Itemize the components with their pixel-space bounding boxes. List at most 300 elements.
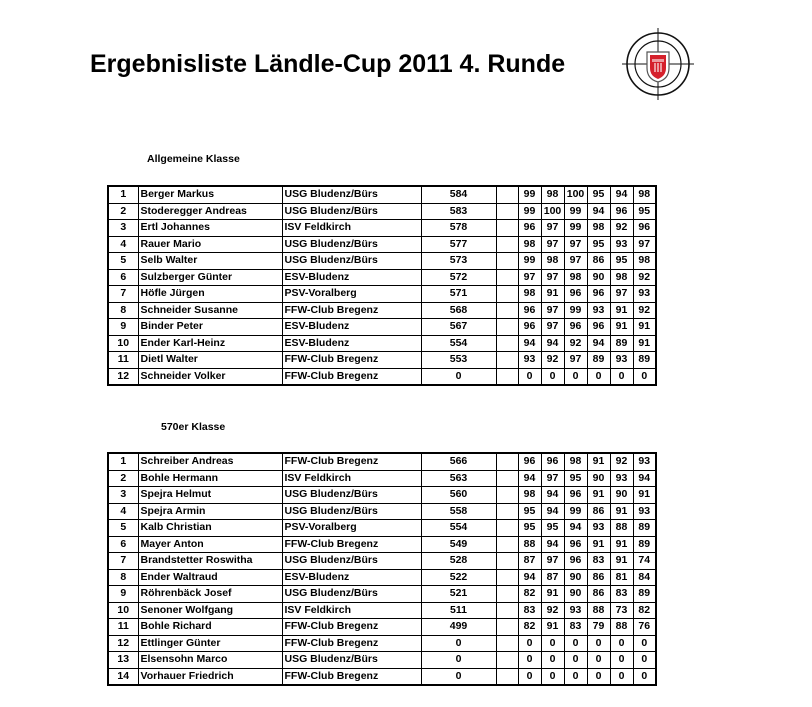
score-cell: 96 <box>564 487 587 504</box>
club-cell: ESV-Bludenz <box>282 335 421 352</box>
spacer-cell <box>496 253 518 270</box>
rank-cell: 12 <box>108 368 138 385</box>
score-cell: 91 <box>541 619 564 636</box>
score-cell: 95 <box>610 253 633 270</box>
spacer-cell <box>496 635 518 652</box>
table-row <box>108 602 656 619</box>
name-cell: Spejra Helmut <box>138 487 282 504</box>
rank-cell: 1 <box>108 453 138 470</box>
club-cell: ISV Feldkirch <box>282 470 421 487</box>
section-title-allgemeine: Allgemeine Klasse <box>147 153 240 165</box>
score-cell: 94 <box>518 470 541 487</box>
score-cell: 90 <box>587 470 610 487</box>
spacer-cell <box>496 487 518 504</box>
table-row <box>108 319 656 336</box>
score-cell: 93 <box>633 286 656 303</box>
score-cell: 89 <box>633 536 656 553</box>
spacer-cell <box>496 186 518 203</box>
spacer-cell <box>496 352 518 369</box>
score-cell: 91 <box>541 286 564 303</box>
spacer-cell <box>496 335 518 352</box>
rank-cell: 7 <box>108 553 138 570</box>
score-cell: 97 <box>541 319 564 336</box>
score-cell: 98 <box>587 220 610 237</box>
club-cell: FFW-Club Bregenz <box>282 668 421 685</box>
table-row <box>108 286 656 303</box>
score-cell: 98 <box>541 253 564 270</box>
club-cell: ESV-Bludenz <box>282 319 421 336</box>
club-cell: ISV Feldkirch <box>282 220 421 237</box>
score-cell: 97 <box>610 286 633 303</box>
club-cell: FFW-Club Bregenz <box>282 619 421 636</box>
score-cell: 76 <box>633 619 656 636</box>
spacer-cell <box>496 470 518 487</box>
spacer-cell <box>496 602 518 619</box>
score-cell: 93 <box>564 602 587 619</box>
score-cell: 98 <box>541 186 564 203</box>
total-cell: 499 <box>421 619 496 636</box>
score-cell: 97 <box>541 269 564 286</box>
score-cell: 98 <box>564 453 587 470</box>
rank-cell: 3 <box>108 220 138 237</box>
rank-cell: 6 <box>108 269 138 286</box>
score-cell: 99 <box>564 220 587 237</box>
score-cell: 98 <box>633 186 656 203</box>
score-cell: 0 <box>610 635 633 652</box>
rank-cell: 5 <box>108 520 138 537</box>
score-cell: 83 <box>610 586 633 603</box>
score-cell: 99 <box>564 503 587 520</box>
table-row <box>108 619 656 636</box>
club-cell: USG Bludenz/Bürs <box>282 186 421 203</box>
score-cell: 0 <box>633 368 656 385</box>
total-cell: 528 <box>421 553 496 570</box>
total-cell: 553 <box>421 352 496 369</box>
table-row <box>108 220 656 237</box>
score-cell: 0 <box>633 652 656 669</box>
name-cell: Ettlinger Günter <box>138 635 282 652</box>
score-cell: 83 <box>518 602 541 619</box>
score-cell: 91 <box>587 487 610 504</box>
name-cell: Spejra Armin <box>138 503 282 520</box>
spacer-cell <box>496 269 518 286</box>
score-cell: 93 <box>633 503 656 520</box>
score-cell: 99 <box>518 186 541 203</box>
score-cell: 96 <box>564 319 587 336</box>
page-title: Ergebnisliste Ländle-Cup 2011 4. Runde <box>90 50 566 78</box>
score-cell: 0 <box>633 635 656 652</box>
score-cell: 0 <box>564 652 587 669</box>
table-row <box>108 335 656 352</box>
name-cell: Rauer Mario <box>138 236 282 253</box>
score-cell: 88 <box>518 536 541 553</box>
score-cell: 94 <box>518 569 541 586</box>
score-cell: 92 <box>541 352 564 369</box>
spacer-cell <box>496 319 518 336</box>
score-cell: 88 <box>610 520 633 537</box>
score-cell: 95 <box>587 236 610 253</box>
rank-cell: 2 <box>108 470 138 487</box>
score-cell: 91 <box>541 586 564 603</box>
score-cell: 74 <box>633 553 656 570</box>
score-cell: 0 <box>518 635 541 652</box>
score-cell: 91 <box>610 302 633 319</box>
total-cell: 511 <box>421 602 496 619</box>
score-cell: 0 <box>587 368 610 385</box>
rank-cell: 4 <box>108 236 138 253</box>
score-cell: 96 <box>518 453 541 470</box>
total-cell: 583 <box>421 203 496 220</box>
score-cell: 97 <box>541 470 564 487</box>
spacer-cell <box>496 236 518 253</box>
table-row <box>108 203 656 220</box>
rank-cell: 11 <box>108 619 138 636</box>
total-cell: 578 <box>421 220 496 237</box>
score-cell: 0 <box>518 652 541 669</box>
rank-cell: 10 <box>108 335 138 352</box>
spacer-cell <box>496 553 518 570</box>
name-cell: Elsensohn Marco <box>138 652 282 669</box>
score-cell: 0 <box>518 368 541 385</box>
table-row <box>108 569 656 586</box>
score-cell: 96 <box>564 286 587 303</box>
score-cell: 82 <box>518 619 541 636</box>
score-cell: 94 <box>541 335 564 352</box>
results-table-570er <box>107 452 657 686</box>
total-cell: 572 <box>421 269 496 286</box>
score-cell: 89 <box>587 352 610 369</box>
score-cell: 87 <box>518 553 541 570</box>
spacer-cell <box>496 453 518 470</box>
spacer-cell <box>496 619 518 636</box>
score-cell: 86 <box>587 503 610 520</box>
name-cell: Ender Karl-Heinz <box>138 335 282 352</box>
rank-cell: 12 <box>108 635 138 652</box>
club-cell: USG Bludenz/Bürs <box>282 236 421 253</box>
rank-cell: 4 <box>108 503 138 520</box>
score-cell: 0 <box>541 368 564 385</box>
score-cell: 91 <box>610 536 633 553</box>
score-cell: 90 <box>564 586 587 603</box>
score-cell: 96 <box>587 286 610 303</box>
score-cell: 99 <box>518 203 541 220</box>
rank-cell: 13 <box>108 652 138 669</box>
score-cell: 86 <box>587 586 610 603</box>
spacer-cell <box>496 203 518 220</box>
table-row <box>108 553 656 570</box>
score-cell: 91 <box>633 335 656 352</box>
table-row <box>108 503 656 520</box>
total-cell: 563 <box>421 470 496 487</box>
score-cell: 0 <box>564 368 587 385</box>
score-cell: 0 <box>541 652 564 669</box>
total-cell: 0 <box>421 635 496 652</box>
club-cell: ESV-Bludenz <box>282 269 421 286</box>
table-row <box>108 536 656 553</box>
target-crest-icon <box>622 28 694 100</box>
rank-cell: 10 <box>108 602 138 619</box>
score-cell: 92 <box>633 302 656 319</box>
score-cell: 95 <box>541 520 564 537</box>
score-cell: 100 <box>564 186 587 203</box>
score-cell: 90 <box>564 569 587 586</box>
spacer-cell <box>496 536 518 553</box>
score-cell: 84 <box>633 569 656 586</box>
score-cell: 82 <box>518 586 541 603</box>
table-row <box>108 368 656 385</box>
score-cell: 91 <box>610 553 633 570</box>
spacer-cell <box>496 586 518 603</box>
spacer-cell <box>496 652 518 669</box>
rank-cell: 7 <box>108 286 138 303</box>
club-cell: FFW-Club Bregenz <box>282 368 421 385</box>
score-cell: 82 <box>633 602 656 619</box>
score-cell: 0 <box>587 652 610 669</box>
results-table-allgemeine <box>107 185 657 386</box>
score-cell: 73 <box>610 602 633 619</box>
score-cell: 0 <box>587 668 610 685</box>
total-cell: 577 <box>421 236 496 253</box>
score-cell: 95 <box>633 203 656 220</box>
score-cell: 93 <box>610 470 633 487</box>
score-cell: 0 <box>610 652 633 669</box>
spacer-cell <box>496 368 518 385</box>
score-cell: 94 <box>587 335 610 352</box>
score-cell: 91 <box>633 319 656 336</box>
score-cell: 96 <box>541 453 564 470</box>
score-cell: 100 <box>541 203 564 220</box>
club-cell: USG Bludenz/Bürs <box>282 553 421 570</box>
club-cell: FFW-Club Bregenz <box>282 635 421 652</box>
score-cell: 96 <box>518 302 541 319</box>
score-cell: 88 <box>587 602 610 619</box>
score-cell: 97 <box>541 220 564 237</box>
score-cell: 96 <box>587 319 610 336</box>
table-row <box>108 253 656 270</box>
score-cell: 91 <box>587 536 610 553</box>
score-cell: 93 <box>610 236 633 253</box>
score-cell: 98 <box>633 253 656 270</box>
score-cell: 92 <box>610 453 633 470</box>
score-cell: 97 <box>541 236 564 253</box>
rank-cell: 9 <box>108 586 138 603</box>
table-row <box>108 470 656 487</box>
name-cell: Berger Markus <box>138 186 282 203</box>
score-cell: 93 <box>610 352 633 369</box>
score-cell: 0 <box>541 635 564 652</box>
score-cell: 95 <box>587 186 610 203</box>
score-cell: 97 <box>541 302 564 319</box>
club-cell: FFW-Club Bregenz <box>282 453 421 470</box>
name-cell: Ertl Johannes <box>138 220 282 237</box>
name-cell: Bohle Richard <box>138 619 282 636</box>
table-row <box>108 586 656 603</box>
score-cell: 86 <box>587 569 610 586</box>
score-cell: 98 <box>610 269 633 286</box>
club-cell: ESV-Bludenz <box>282 569 421 586</box>
total-cell: 521 <box>421 586 496 603</box>
club-cell: USG Bludenz/Bürs <box>282 652 421 669</box>
score-cell: 97 <box>518 269 541 286</box>
name-cell: Binder Peter <box>138 319 282 336</box>
score-cell: 96 <box>518 319 541 336</box>
score-cell: 0 <box>633 668 656 685</box>
spacer-cell <box>496 220 518 237</box>
club-cell: FFW-Club Bregenz <box>282 352 421 369</box>
score-cell: 90 <box>610 487 633 504</box>
club-cell: USG Bludenz/Bürs <box>282 503 421 520</box>
rank-cell: 1 <box>108 186 138 203</box>
score-cell: 92 <box>633 269 656 286</box>
score-cell: 92 <box>610 220 633 237</box>
score-cell: 89 <box>633 352 656 369</box>
score-cell: 0 <box>564 635 587 652</box>
total-cell: 567 <box>421 319 496 336</box>
table-row <box>108 652 656 669</box>
score-cell: 91 <box>587 453 610 470</box>
spacer-cell <box>496 286 518 303</box>
score-cell: 96 <box>610 203 633 220</box>
score-cell: 79 <box>587 619 610 636</box>
score-cell: 97 <box>541 553 564 570</box>
score-cell: 0 <box>610 368 633 385</box>
table-row <box>108 668 656 685</box>
table-row <box>108 302 656 319</box>
name-cell: Stoderegger Andreas <box>138 203 282 220</box>
score-cell: 94 <box>564 520 587 537</box>
club-cell: FFW-Club Bregenz <box>282 302 421 319</box>
total-cell: 522 <box>421 569 496 586</box>
score-cell: 98 <box>518 286 541 303</box>
score-cell: 97 <box>564 236 587 253</box>
score-cell: 89 <box>633 520 656 537</box>
score-cell: 93 <box>587 520 610 537</box>
spacer-cell <box>496 302 518 319</box>
score-cell: 96 <box>633 220 656 237</box>
rank-cell: 3 <box>108 487 138 504</box>
table-row <box>108 236 656 253</box>
name-cell: Schneider Volker <box>138 368 282 385</box>
club-cell: ISV Feldkirch <box>282 602 421 619</box>
table-row <box>108 635 656 652</box>
total-cell: 549 <box>421 536 496 553</box>
table-row <box>108 352 656 369</box>
rank-cell: 2 <box>108 203 138 220</box>
score-cell: 99 <box>564 203 587 220</box>
score-cell: 96 <box>564 536 587 553</box>
name-cell: Röhrenbäck Josef <box>138 586 282 603</box>
name-cell: Brandstetter Roswitha <box>138 553 282 570</box>
score-cell: 93 <box>633 453 656 470</box>
score-cell: 81 <box>610 569 633 586</box>
club-cell: USG Bludenz/Bürs <box>282 487 421 504</box>
total-cell: 554 <box>421 335 496 352</box>
table-row <box>108 453 656 470</box>
score-cell: 97 <box>564 352 587 369</box>
club-cell: USG Bludenz/Bürs <box>282 586 421 603</box>
score-cell: 91 <box>610 503 633 520</box>
total-cell: 0 <box>421 652 496 669</box>
name-cell: Schreiber Andreas <box>138 453 282 470</box>
score-cell: 83 <box>587 553 610 570</box>
club-cell: USG Bludenz/Bürs <box>282 203 421 220</box>
rank-cell: 5 <box>108 253 138 270</box>
rank-cell: 14 <box>108 668 138 685</box>
score-cell: 86 <box>587 253 610 270</box>
score-cell: 99 <box>564 302 587 319</box>
rank-cell: 9 <box>108 319 138 336</box>
section-title-570er: 570er Klasse <box>161 421 226 433</box>
score-cell: 0 <box>564 668 587 685</box>
table-row <box>108 269 656 286</box>
score-cell: 92 <box>541 602 564 619</box>
spacer-cell <box>496 569 518 586</box>
name-cell: Vorhauer Friedrich <box>138 668 282 685</box>
score-cell: 97 <box>633 236 656 253</box>
name-cell: Senoner Wolfgang <box>138 602 282 619</box>
club-cell: PSV-Voralberg <box>282 520 421 537</box>
name-cell: Ender Waltraud <box>138 569 282 586</box>
name-cell: Bohle Hermann <box>138 470 282 487</box>
score-cell: 98 <box>564 269 587 286</box>
score-cell: 94 <box>610 186 633 203</box>
score-cell: 99 <box>518 253 541 270</box>
score-cell: 90 <box>587 269 610 286</box>
score-cell: 94 <box>587 203 610 220</box>
club-cell: USG Bludenz/Bürs <box>282 253 421 270</box>
score-cell: 94 <box>633 470 656 487</box>
rank-cell: 8 <box>108 569 138 586</box>
score-cell: 87 <box>541 569 564 586</box>
score-cell: 0 <box>518 668 541 685</box>
name-cell: Dietl Walter <box>138 352 282 369</box>
name-cell: Selb Walter <box>138 253 282 270</box>
score-cell: 93 <box>518 352 541 369</box>
table-row <box>108 520 656 537</box>
total-cell: 0 <box>421 668 496 685</box>
name-cell: Mayer Anton <box>138 536 282 553</box>
spacer-cell <box>496 520 518 537</box>
score-cell: 0 <box>587 635 610 652</box>
score-cell: 89 <box>610 335 633 352</box>
rank-cell: 6 <box>108 536 138 553</box>
score-cell: 0 <box>541 668 564 685</box>
total-cell: 566 <box>421 453 496 470</box>
spacer-cell <box>496 503 518 520</box>
table-row <box>108 487 656 504</box>
club-cell: FFW-Club Bregenz <box>282 536 421 553</box>
score-cell: 98 <box>518 487 541 504</box>
score-cell: 95 <box>518 503 541 520</box>
name-cell: Kalb Christian <box>138 520 282 537</box>
score-cell: 91 <box>610 319 633 336</box>
spacer-cell <box>496 668 518 685</box>
total-cell: 584 <box>421 186 496 203</box>
name-cell: Sulzberger Günter <box>138 269 282 286</box>
score-cell: 89 <box>633 586 656 603</box>
score-cell: 93 <box>587 302 610 319</box>
score-cell: 91 <box>633 487 656 504</box>
score-cell: 94 <box>541 503 564 520</box>
total-cell: 573 <box>421 253 496 270</box>
total-cell: 558 <box>421 503 496 520</box>
table-row <box>108 186 656 203</box>
name-cell: Höfle Jürgen <box>138 286 282 303</box>
rank-cell: 8 <box>108 302 138 319</box>
total-cell: 0 <box>421 368 496 385</box>
total-cell: 568 <box>421 302 496 319</box>
score-cell: 95 <box>564 470 587 487</box>
